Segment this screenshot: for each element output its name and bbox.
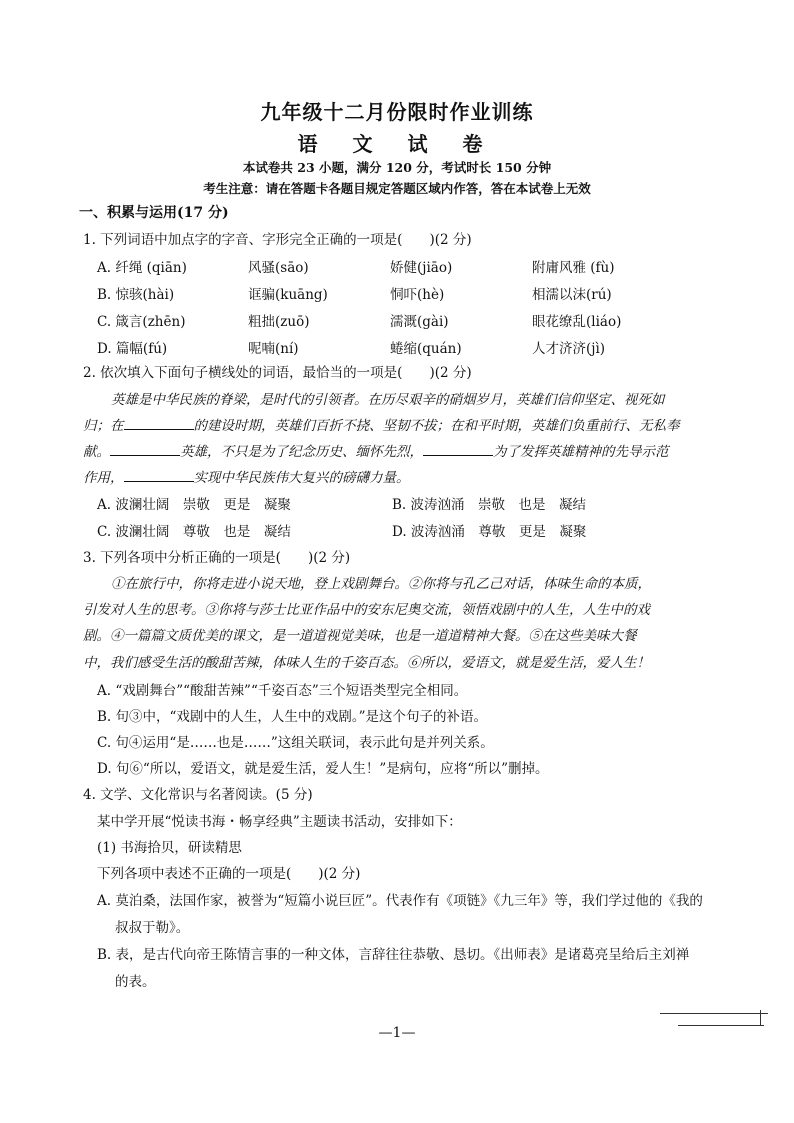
q2-passage-text: 的建设时期，英雄们百折不挠、坚韧不拔；在和平时期，英雄们负重前行、无私奉 (193, 418, 680, 434)
q3-option-d: D. 句⑥“所以，爱语文，就是爱生活，爱人生！”是病句，应将“所以”删掉。 (97, 761, 549, 777)
q1-option-a-item3: 娇健(jiāo) (390, 260, 453, 276)
q1-option-b-item1: B. 惊骇(hài) (97, 287, 175, 303)
q2-passage-text: 为了发挥英雄精神的先导示范 (493, 444, 669, 460)
q1-option-a-item1: A. 纤绳 (qiān) (97, 260, 187, 276)
blank-2 (110, 443, 180, 456)
exam-notice: 考生注意：请在答题卡各题目规定答题区域内作答，答在本试卷上无效 (203, 181, 591, 196)
q2-option-d: D. 波涛汹涌 尊敬 更是 凝聚 (392, 524, 587, 540)
q3-passage-line2: 引发对人生的思考。③你将与莎士比亚作品中的安东尼奥交流，领悟戏剧中的人生，人生中的戏 (83, 602, 650, 618)
q1-option-b-item3: 恫吓(hè) (390, 287, 445, 303)
q4-option-a-line1: A. 莫泊桑，法国作家，被誉为“短篇小说巨匠”。代表作有《项链》《九三年》等，我们学过他的《我的 (97, 893, 703, 909)
q1-option-b-item2: 诓骗(kuāng) (248, 287, 328, 303)
q1-option-d-item1: D. 篇幅(fú) (97, 341, 168, 357)
q4-option-b-line1: B. 表，是古代向帝王陈情言事的一种文体，言辞往往恭敬、恳切。《出师表》是诸葛亮呈给后主刘禅 (97, 947, 690, 963)
q2-passage-line1: 英雄是中华民族的脊梁，是时代的引领者。在历尽艰辛的硝烟岁月，英雄们信仰坚定、视死如 (111, 392, 665, 408)
q3-passage-line4: 中，我们感受生活的酸甜苦辣，体味人生的千姿百态。⑥所以，爱语文，就是爱生活，爱人生！ (83, 655, 650, 671)
section-heading: 一、积累与运用(17 分) (79, 205, 229, 221)
q3-passage-line1: ①在旅行中，你将走进小说天地，登上戏剧舞台。②你将与孔乙己对话，体味生命的本质， (111, 576, 651, 592)
q1-option-d-item3: 蜷缩(quán) (390, 341, 462, 357)
question-1-stem: 1. 下列词语中加点字的字音、字形完全正确的一项是( )(2 分) (83, 232, 472, 248)
q3-passage-line3: 剧。④一篇篇文质优美的课文，是一道道视觉美味，也是一道道精神大餐。⑤在这些美味大餐 (83, 628, 637, 644)
blank-1 (124, 417, 194, 430)
q1-option-a-item2: 风骚(sāo) (248, 260, 309, 276)
q2-passage-text: 作用， (83, 470, 124, 486)
q3-option-a: A. “戏剧舞台”“酸甜苦辣”“千姿百态”三个短语类型完全相同。 (97, 683, 468, 699)
q2-passage-line3 (83, 440, 713, 460)
q1-option-a-item4: 附庸风雅 (fù) (532, 260, 615, 276)
q4-option-a-line2: 叔叔于勒》。 (115, 920, 190, 936)
question-2-stem: 2. 依次填入下面句子横线处的词语，最恰当的一项是( )(2 分) (83, 365, 472, 381)
q1-option-d-item4: 人才济济(jì) (532, 341, 606, 357)
q2-passage-text: 实现中华民族伟大复兴的磅礴力量。 (193, 470, 410, 486)
page-number: —1— (378, 1025, 416, 1041)
decorative-line (660, 1013, 768, 1014)
q1-option-c-item2: 粗拙(zuō) (248, 314, 310, 330)
question-3-stem: 3. 下列各项中分析正确的一项是( )(2 分) (83, 550, 351, 566)
blank-3 (423, 443, 493, 456)
q2-passage-line4 (83, 466, 713, 486)
q2-passage-text: 献。 (83, 444, 110, 460)
decorative-line (760, 1010, 761, 1026)
exam-info: 本试卷共 23 小题，满分 120 分，考试时长 150 分钟 (242, 160, 552, 175)
q1-option-c-item1: C. 箴言(zhēn) (97, 314, 186, 330)
blank-4 (124, 469, 194, 482)
q3-option-b: B. 句③中，“戏剧中的人生，人生中的戏剧。”是这个句子的补语。 (97, 709, 488, 725)
q2-passage-text: 英雄，不只是为了纪念历史、缅怀先烈， (180, 444, 423, 460)
q4-option-b-line2: 的表。 (115, 974, 156, 990)
q2-passage-line2 (83, 414, 713, 434)
q1-option-d-item2: 呢喃(ní) (248, 341, 299, 357)
question-4-stem: 4. 文学、文化常识与名著阅读。(5 分) (83, 787, 313, 803)
q4-intro: 某中学开展“悦读书海・畅享经典”主题读书活动，安排如下： (97, 814, 462, 830)
q1-option-c-item3: 濡溉(gài) (390, 314, 449, 330)
exam-title: 九年级十二月份限时作业训练 (260, 100, 534, 124)
exam-subtitle: 语 文 试 卷 (297, 132, 497, 156)
q1-option-c-item4: 眼花缭乱(liáo) (532, 314, 622, 330)
q2-passage-text: 归；在 (83, 418, 124, 434)
q3-option-c: C. 句④运用“是……也是……”这组关联词，表示此句是并列关系。 (97, 735, 494, 751)
q1-option-b-item4: 相濡以沫(rú) (532, 287, 612, 303)
q4-subquestion-1-stem: 下列各项中表述不正确的一项是( )(2 分) (97, 866, 361, 882)
q4-subquestion-1: (1) 书海拾贝，研读精思 (97, 840, 242, 856)
q2-option-b: B. 波涛汹涌 崇敬 也是 凝结 (392, 497, 587, 513)
q2-option-c: C. 波澜壮阔 尊敬 也是 凝结 (97, 524, 291, 540)
q2-option-a: A. 波澜壮阔 崇敬 更是 凝聚 (97, 497, 291, 513)
